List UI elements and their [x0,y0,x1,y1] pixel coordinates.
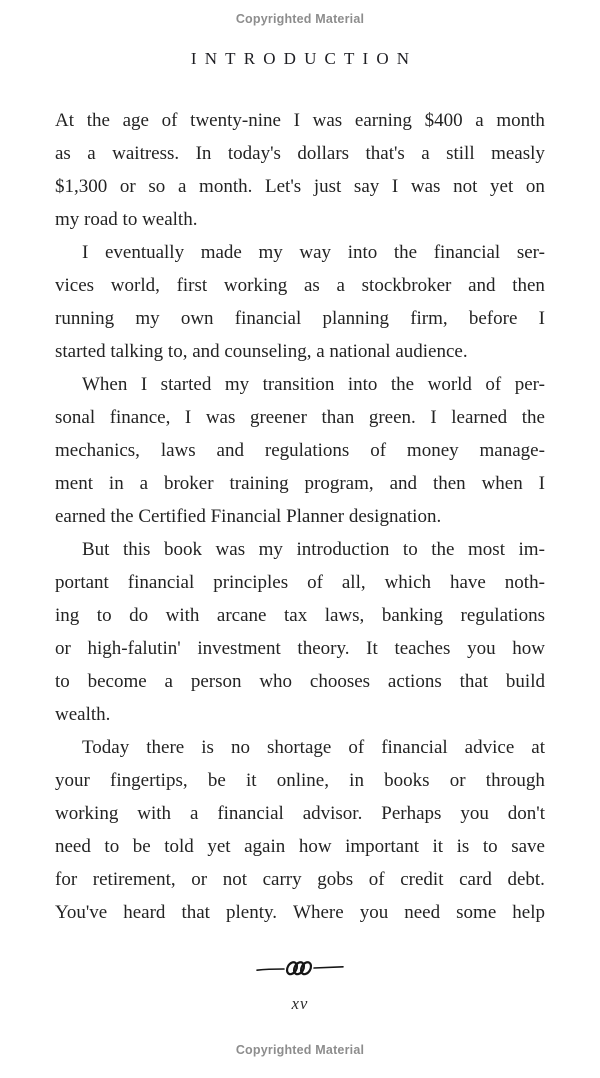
text-line: running my own financial planning firm, before I [55,308,545,329]
text-line: started talking to, and counseling, a national audience. [55,341,468,362]
text-line: earned the Certified Financial Planner designation. [55,506,442,527]
text-line: ing to do with arcane tax laws, banking regulations [55,605,545,626]
text-line: wealth. [55,704,111,725]
copyright-notice-top: Copyrighted Material [235,12,365,26]
text-line: portant financial principles of all, which have noth- [55,572,545,593]
text-line: my road to wealth. [55,209,198,230]
text-line: Today there is no shortage of financial advice at [82,737,545,758]
text-line: mechanics, laws and regulations of money manage- [55,440,545,461]
text-line: ment in a broker training program, and then when I [55,473,545,494]
chapter-title: INTRODUCTION [190,49,418,68]
text-line: or high-falutin' investment theory. It teaches you how [55,638,545,659]
paragraph [55,368,545,533]
body-text [55,104,545,929]
text-line: need to be told yet again how important it is to save [55,836,545,857]
section-divider-ornament [0,957,600,981]
text-line: working with a financial advisor. Perhaps you don't [55,803,545,824]
text-line: I eventually made my way into the financial ser- [82,242,545,263]
text-line: At the age of twenty-nine I was earning $400 a month [55,110,545,131]
page-number: xv [291,994,309,1013]
text-line: vices world, first working as a stockbroker and then [55,275,545,296]
paragraph [55,533,545,731]
text-line: to become a person who chooses actions that build [55,671,545,692]
text-line: $1,300 or so a month. Let's just say I was not yet on [55,176,545,197]
paragraph [55,731,545,929]
coil-flourish-icon [254,957,346,981]
copyright-notice-bottom: Copyrighted Material [235,1043,365,1057]
paragraph [55,236,545,368]
text-line: sonal finance, I was greener than green. I learned the [55,407,545,428]
text-line: as a waitress. In today's dollars that's a still measly [55,143,545,164]
text-line: When I started my transition into the world of per- [82,374,545,395]
text-line: You've heard that plenty. Where you need some help [55,902,545,923]
text-line: But this book was my introduction to the most im- [82,539,545,560]
paragraph [55,104,545,236]
text-line: for retirement, or not carry gobs of credit card debt. [55,869,545,890]
text-line: your fingertips, be it online, in books or through [55,770,545,791]
